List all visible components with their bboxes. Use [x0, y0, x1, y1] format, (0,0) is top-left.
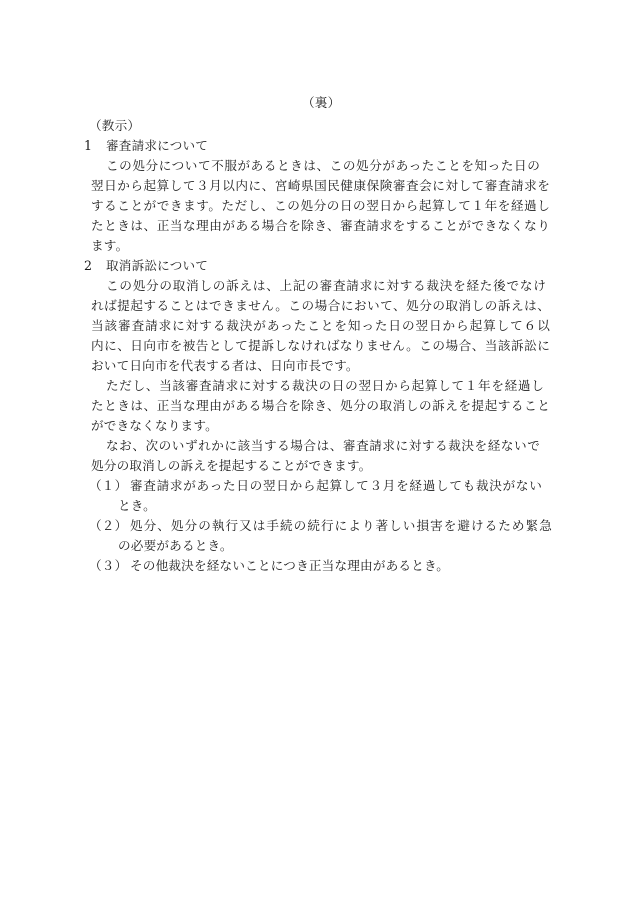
section2-paragraph-line: 当該審査請求に対する裁決があったことを知った日の翌日から起算して６以 — [91, 318, 550, 333]
section2-paragraph-line: たときは、正当な理由がある場合を除き、処分の取消しの訴えを提起すること — [91, 398, 550, 413]
section1-line: この処分について不服があるときは、この処分があったことを知った日の — [106, 158, 540, 173]
notice-label: （教示） — [89, 118, 141, 133]
list-item-number: （３） — [89, 558, 128, 573]
section2-paragraph-line: この処分の取消しの訴えは、上記の審査請求に対する裁決を経た後でなけ — [106, 278, 546, 293]
list-item-text: とき。 — [118, 498, 156, 513]
list-item-number: （１） — [89, 478, 128, 493]
list-item-text: 審査請求があった日の翌日から起算して３月を経過しても裁決がない — [130, 478, 542, 493]
section2-paragraph-line: ができなくなります。 — [91, 418, 218, 433]
section1-line: することができます。ただし、この処分の日の翌日から起算して１年を経過し — [91, 198, 550, 213]
list-item-text: その他裁決を経ないことにつき正当な理由があるとき。 — [130, 558, 450, 573]
section1-number: 1 — [84, 138, 93, 153]
section2-paragraph-line: おいて日向市を代表する者は、日向市長です。 — [91, 358, 359, 373]
section1-line: たときは、正当な理由がある場合を除き、審査請求をすることができなくなり — [91, 218, 550, 233]
section2-paragraph-line: 処分の取消しの訴えを提起することができます。 — [91, 458, 372, 473]
section2-heading: 取消訴訟について — [106, 258, 209, 273]
list-item-number: （２） — [89, 518, 128, 533]
section2-paragraph-line: れば提起することはできません。この場合において、処分の取消しの訴えは、 — [91, 298, 550, 313]
section1-line: ます。 — [91, 238, 129, 253]
section2-paragraph-line: なお、次のいずれかに該当する場合は、審査請求に対する裁決を経ないで — [106, 438, 540, 453]
section2-paragraph-line: 内に、日向市を被告として提訴しなければなりません。この場合、当該訴訟に — [91, 338, 550, 353]
page-side-title: （裏） — [302, 95, 341, 110]
section1-line: 翌日から起算して３月以内に、宮崎県国民健康保険審査会に対して審査請求を — [91, 178, 550, 193]
section1-heading: 審査請求について — [106, 138, 209, 153]
list-item-text: 処分、処分の執行又は手続の続行により著しい損害を避けるため緊急 — [130, 518, 552, 533]
section2-number: 2 — [84, 258, 93, 273]
section2-paragraph-line: ただし、当該審査請求に対する裁決の日の翌日から起算して１年を経過し — [106, 378, 544, 393]
list-item-text: の必要があるとき。 — [118, 538, 233, 553]
